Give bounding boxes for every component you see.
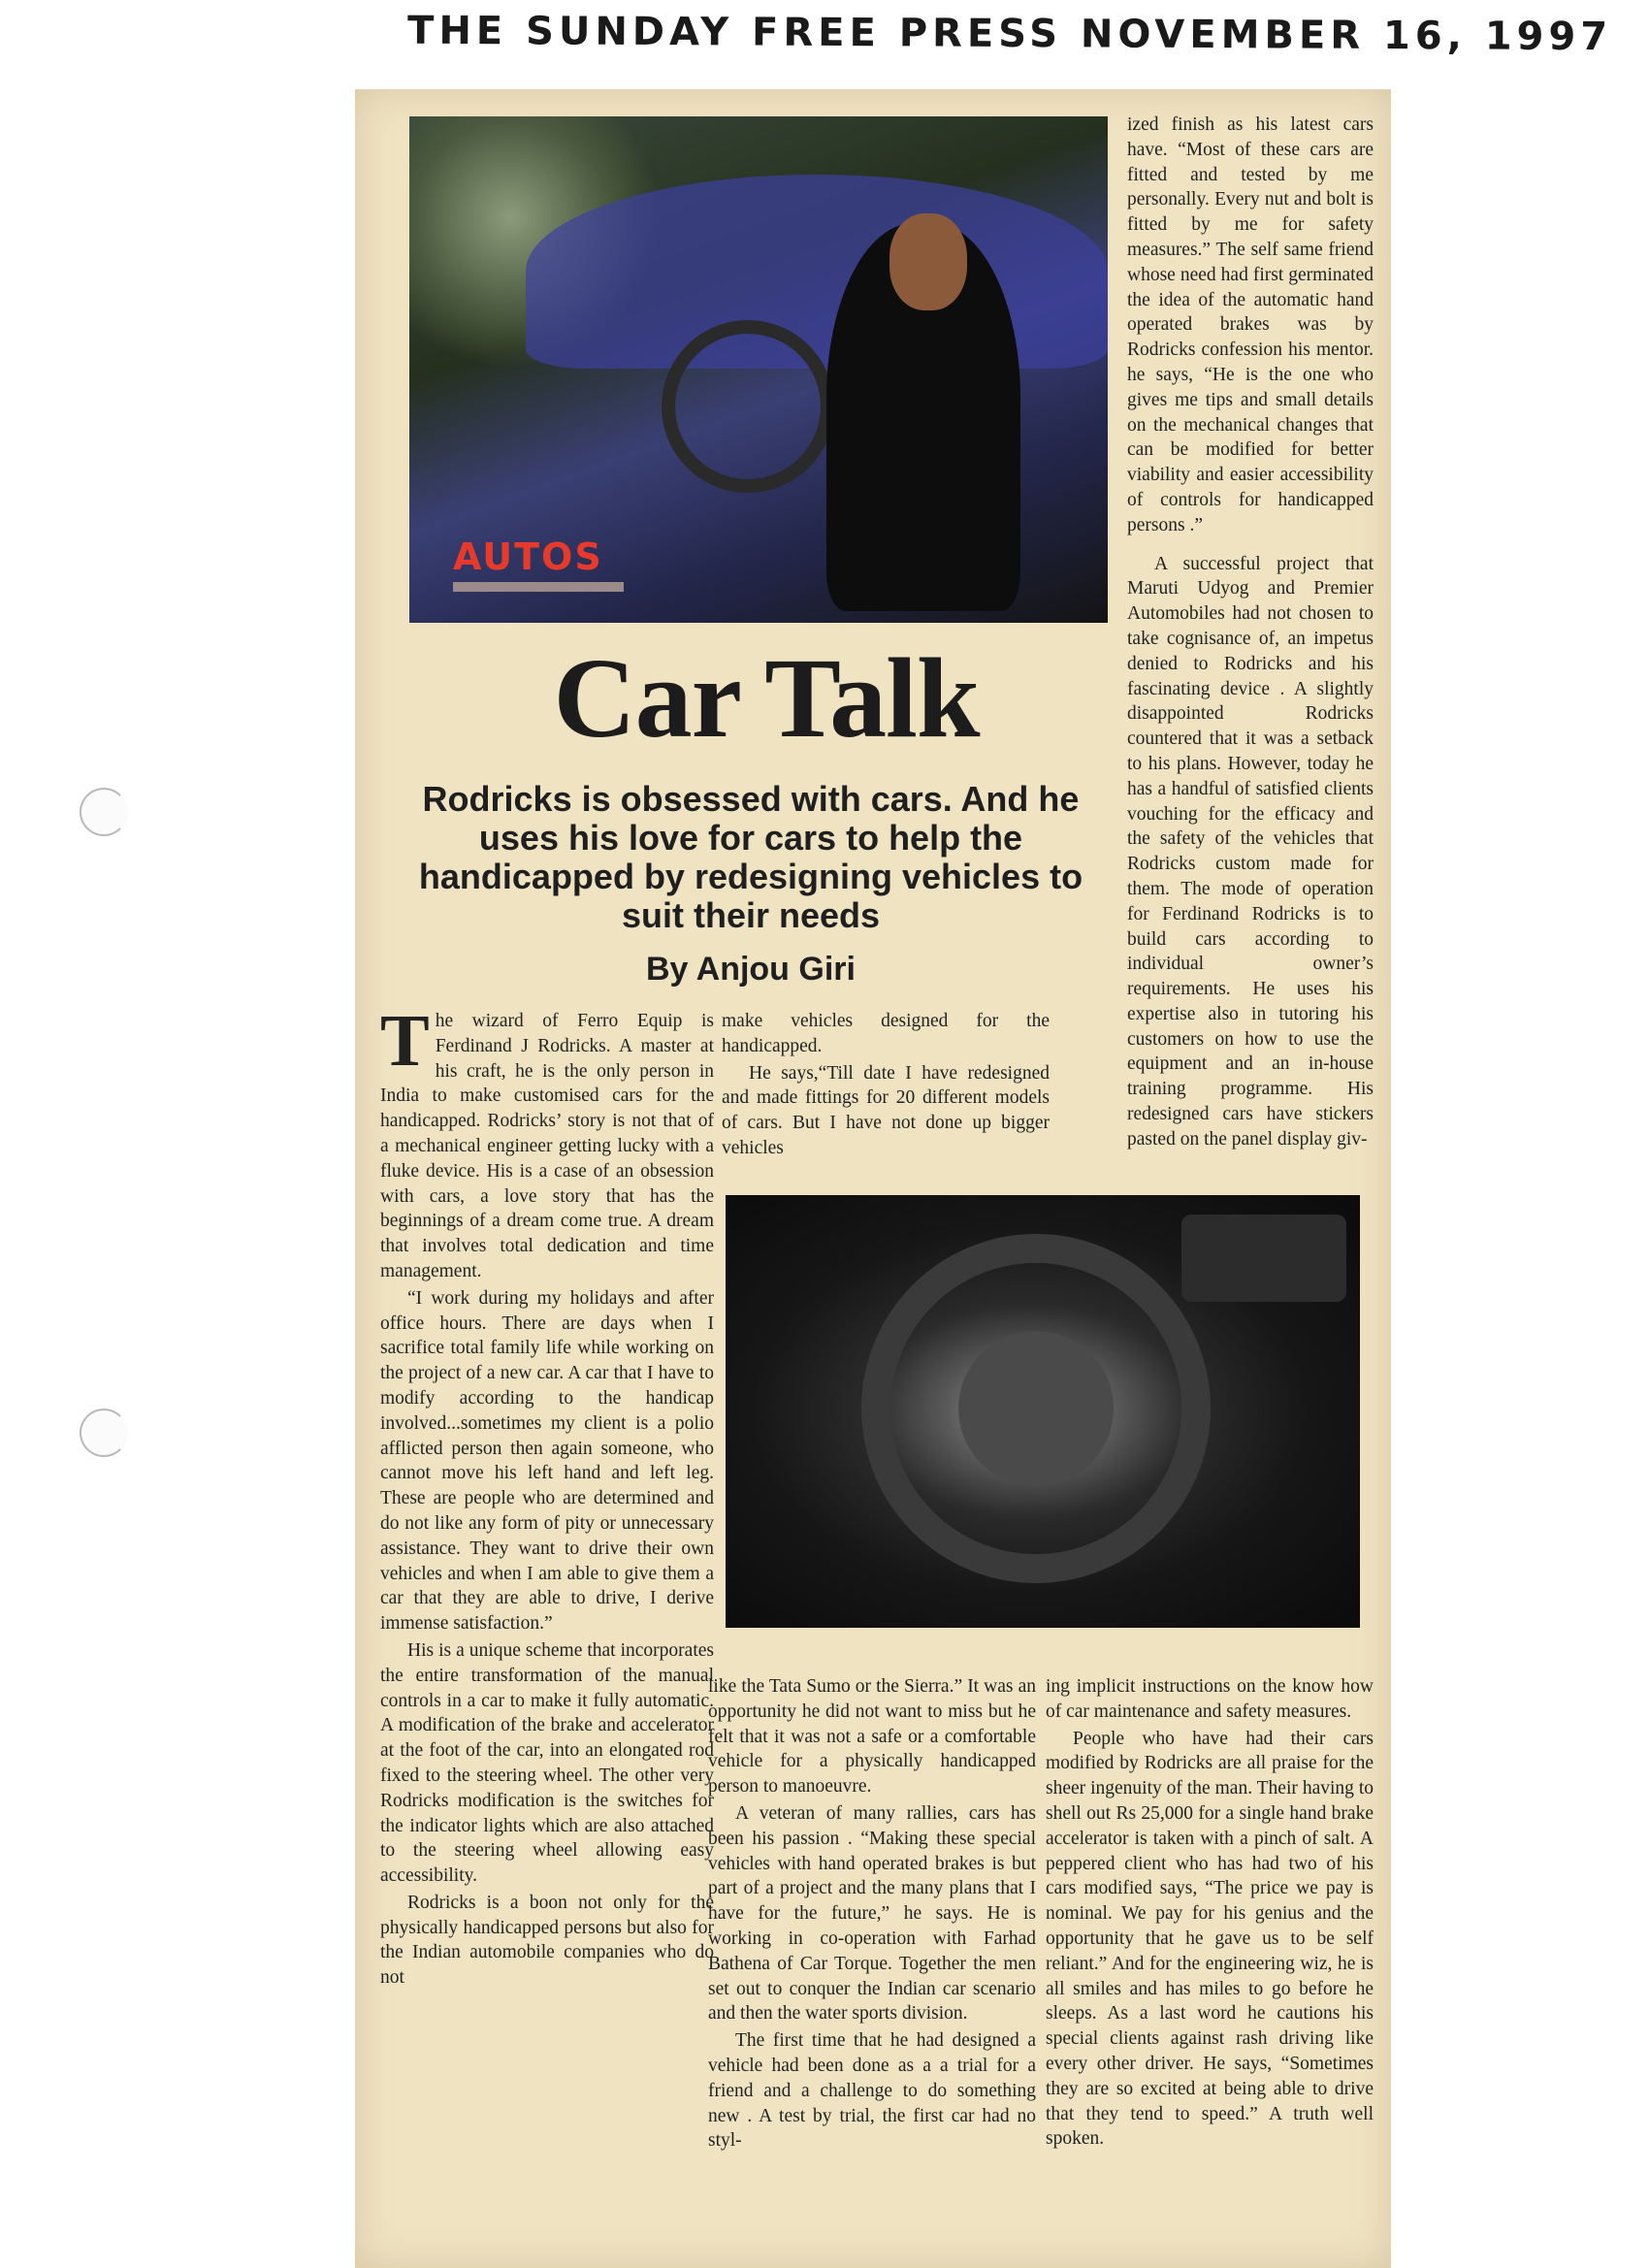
paragraph: make vehicles designed for the handicapped. [722, 1011, 1050, 1056]
handwritten-masthead-note: THE SUNDAY FREE PRESS NOVEMBER 16, 1997 [406, 8, 1613, 60]
deck: Rodricks is obsessed with cars. And he uses his love for cars to help the handicapped by redesigning vehicles to suit their needs [418, 779, 1083, 935]
paragraph-lead [380, 1000, 714, 1284]
column-3-bottom [1046, 1674, 1374, 2154]
column-2-bottom [708, 1674, 1036, 2155]
paragraph: People who have had their cars modified by Rodricks are all praise for the sheer ingenuity of the man. Their having to shell out Rs 25,000 for a single hand brake accelerator is taken with a pinch of salt. A peppered client who has had two of his cars modified says, “The price we pay is nominal. We pay for his genius and the opportunity that he gave us to be self reliant.” And for the engineering wiz, he is all smiles and has miles to go before he sleeps. As a last word he cautions his special clients against rash driving like every other driver. He says, “Sometimes they are so excited at being able to drive that they tend to speed.” A truth well spoken. [1046, 1728, 1374, 2150]
newspaper-clipping [355, 89, 1391, 2268]
paragraph: ing implicit instructions on the know how of car maintenance and safety measures. [1046, 1676, 1374, 1722]
paragraph: A successful project that Maruti Udyog and Premier Automobiles had not chosen to take cognisance of, an impetus denied to Rodricks and his fascinating device . A slightly disappointed Rodricks countered that it was a setback to his plans. However, today he has a handful of satisfied clients vouching for the efficacy and the safety of the vehicles that Rodricks custom made for them. The mode of operation for Ferdinand Rodricks is to build cars according to individual owner’s requirements. He uses his expertise also in tutoring his customers on how to use the equipment and an in-house training programme. His redesigned cars have stickers pasted on the panel display giv- [1127, 553, 1374, 1150]
paragraph: The first time that he had designed a vehicle had been done as a a trial for a friend and a challenge to do something new . A test by trial, the first car had no styl- [708, 2030, 1036, 2152]
paragraph: Rodricks is a boon not only for the physically handicapped persons but also for the Indian automobile companies who do not [380, 1892, 714, 1989]
paragraph: ized finish as his latest cars have. “Most of these cars are fitted and tested by me personally. Every nut and bolt is fitted by me for safety measures.” The self same friend whose need had first germinated the idea of the automatic hand operated brakes was by Rodricks confession his mentor. he says, “He is the one who gives me tips and small details on the mechanical changes that can be modified for better viability and easier accessibility of controls for handicapped persons .” [1127, 114, 1374, 535]
drop-cap: T [380, 1000, 430, 1082]
driver-photo [409, 116, 1108, 623]
paragraph: His is a unique scheme that incorporates the entire transformation of the manual controls in a car to make it fully automatic. A modification of the brake and accelerator at the foot of the car, into an elongated rod fixed to the steering wheel. The other very Rodricks modification is the switches for the indicator lights which are also attached to the steering wheel allowing easy accessibility. [380, 1639, 714, 1887]
punch-hole-bottom [80, 1409, 128, 1457]
paragraph: “I work during my holidays and after office hours. There are days when I sacrifice total family life while working on the project of a new car. A car that I have to modify according to the handicap involved...sometimes my client is a polio afflicted person then again someone, who cannot move his left hand and left leg. These are people who are determined and do not like any form of pity or unnecessary assistance. They want to drive their own vehicles and when I am able to give them a car that they are able to drive, I derive immense satisfaction.” [380, 1287, 714, 1635]
byline: By Anjou Giri [646, 951, 856, 988]
headline: Car Talk [553, 634, 980, 761]
top-right-column [1127, 113, 1374, 1154]
paragraph: A veteran of many rallies, cars has been his passion . “Making these special vehicles with hand operated brakes is but part of a project and the many plans that I have for the future,” he says. He is working in co-operation with Farhad Bathena of Car Torque. Together the men set out to conquer the Indian car scenario and then the water sports division. [708, 1802, 1036, 2025]
paragraph: He says,“Till date I have redesigned and made fittings for 20 different models of cars. But I have not done up bigger vehicles [722, 1062, 1050, 1158]
paragraph: like the Tata Sumo or the Sierra.” It was an opportunity he did not want to miss but he felt that it was not a safe or a comfortable vehicle for a physically handicapped person to manoeuvre. [708, 1676, 1036, 1798]
column-1 [380, 1000, 714, 1993]
paragraph-text: he wizard of Ferro Equip is Ferdinand J Rodricks. A master at his craft, he is the only person in India to make customised cars for the handicapped. Rodricks’ story is not that of a mechanical engineer getting lucky with a fluke device. His is a case of an obsession with cars, a love story that has the beginnings of a dream come true. A dream that involves total dedication and time management. [380, 1011, 714, 1281]
column-2-top [722, 1009, 1050, 1163]
section-label: AUTOS [453, 535, 603, 578]
section-label-bar [453, 582, 624, 592]
punch-hole-top [80, 788, 128, 836]
steering-wheel-photo [726, 1195, 1360, 1628]
